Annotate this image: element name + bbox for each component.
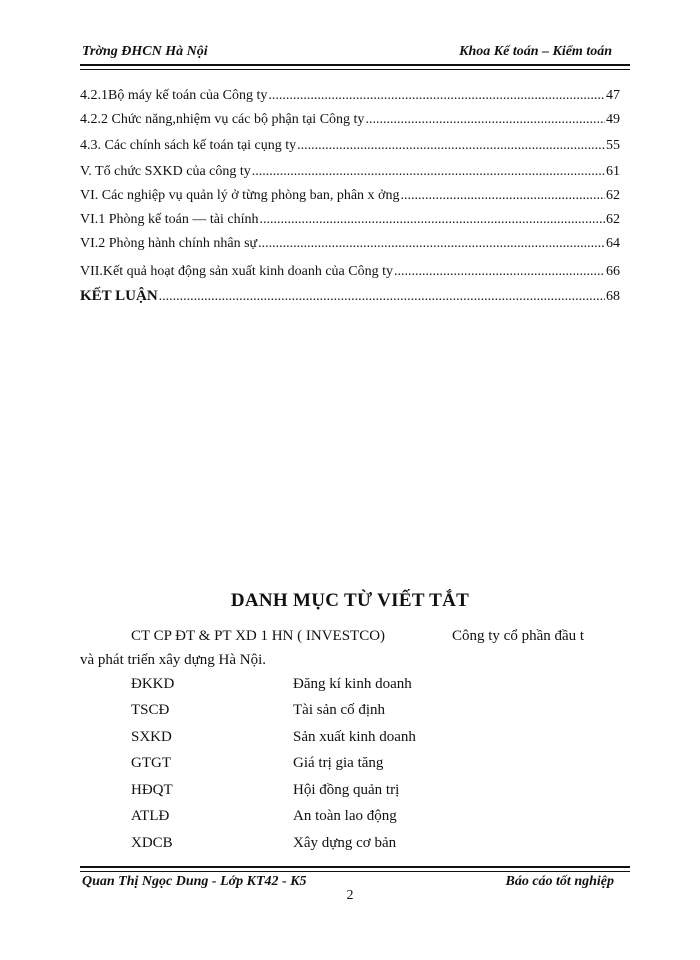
toc-entry-label: 4.2.2 Chức năng,nhiệm vụ các bộ phận tại Công ty — [80, 112, 365, 127]
toc-entry-page: 55 — [606, 138, 620, 153]
toc-entry — [80, 164, 620, 180]
toc-entry — [80, 112, 620, 128]
toc-entry-page: 66 — [606, 264, 620, 279]
header-school: Trờng ĐHCN Hà Nội — [82, 44, 208, 59]
toc-entry — [80, 88, 620, 104]
page-number: 2 — [346, 888, 354, 903]
toc-leader — [259, 212, 605, 228]
page-header — [80, 40, 620, 64]
abbreviation-meaning: Công ty cổ phần đầu t — [452, 628, 585, 644]
abbreviation-meaning: Sản xuất kinh doanh — [293, 729, 416, 745]
toc-entry-page: 62 — [606, 212, 620, 227]
section-title: DANH MỤC TỪ VIẾT TẮT — [230, 590, 470, 611]
footer-report: Báo cáo tốt nghiệp — [505, 874, 614, 889]
toc-entry-label: 4.3. Các chính sách kế toán tại cụng ty — [80, 138, 297, 153]
abbreviation-code: ATLĐ — [131, 808, 170, 824]
toc-entry — [80, 188, 620, 204]
toc-entry-page: 68 — [606, 289, 620, 304]
abbreviation-meaning: Tài sản cố định — [293, 702, 386, 718]
abbreviation-meaning: Xây dựng cơ bản — [293, 835, 397, 851]
abbreviation-meaning-continued: và phát triển xây dựng Hà Nội. — [80, 652, 266, 668]
toc-entry — [80, 138, 620, 154]
abbreviation-code: TSCĐ — [131, 702, 170, 718]
abbreviation-row — [0, 835, 700, 861]
abbreviation-meaning: An toàn lao động — [293, 808, 397, 824]
abbreviation-code: HĐQT — [131, 782, 173, 798]
toc-entry-label: V. Tổ chức SXKD của công ty — [80, 164, 251, 179]
abbreviation-row — [0, 782, 700, 808]
abbreviation-meaning: Hội đồng quản trị — [293, 782, 400, 798]
toc-entry-label: VI.1 Phòng kế toán — tài chính — [80, 212, 259, 227]
header-faculty: Khoa Kế toán – Kiểm toán — [459, 44, 612, 59]
toc-entry-page: 49 — [606, 112, 620, 127]
toc-entry-page: 47 — [606, 88, 620, 103]
toc-entry-label: VI. Các nghiệp vụ quản lý ở từng phòng ban, phân x ởng — [80, 188, 400, 203]
abbreviation-code: ĐKKD — [131, 676, 175, 692]
abbreviation-code: GTGT — [131, 755, 171, 771]
toc-leader — [268, 88, 605, 104]
abbreviation-row — [0, 702, 700, 728]
toc-leader — [159, 289, 605, 305]
toc-leader — [394, 264, 605, 280]
abbreviation-meaning: Đăng kí kinh doanh — [293, 676, 412, 692]
abbreviation-row — [0, 676, 700, 702]
abbreviation-code: SXKD — [131, 729, 172, 745]
toc-entry — [80, 236, 620, 252]
abbreviation-code: XDCB — [131, 835, 173, 851]
toc-entry-label: KẾT LUẬN — [80, 288, 158, 304]
abbreviation-row — [0, 729, 700, 755]
abbreviation-row — [0, 755, 700, 781]
toc-leader — [297, 138, 605, 154]
toc-entry-label: VI.2 Phòng hành chính nhân sự — [80, 236, 258, 251]
toc-entry-page: 61 — [606, 164, 620, 179]
toc-entry-page: 64 — [606, 236, 620, 251]
toc-entry-conclusion — [80, 288, 620, 305]
abbreviation-row — [0, 808, 700, 834]
toc-entry-label: 4.2.1Bộ máy kế toán của Công ty — [80, 88, 268, 103]
toc-entry — [80, 212, 620, 228]
toc-entry-label: VII.Kết quả hoạt động sản xuất kinh doanh của Công ty — [80, 264, 393, 279]
toc-leader — [258, 236, 605, 252]
toc-leader — [400, 188, 605, 204]
toc-entry — [80, 264, 620, 280]
toc-leader — [365, 112, 605, 128]
footer-author: Quan Thị Ngọc Dung - Lớp KT42 - K5 — [82, 874, 307, 889]
abbreviation-code: CT CP ĐT & PT XD 1 HN ( INVESTCO) — [131, 628, 386, 644]
abbreviation-meaning: Giá trị gia tăng — [293, 755, 384, 771]
toc-leader — [252, 164, 605, 180]
toc-entry-page: 62 — [606, 188, 620, 203]
header-rule — [80, 64, 630, 70]
